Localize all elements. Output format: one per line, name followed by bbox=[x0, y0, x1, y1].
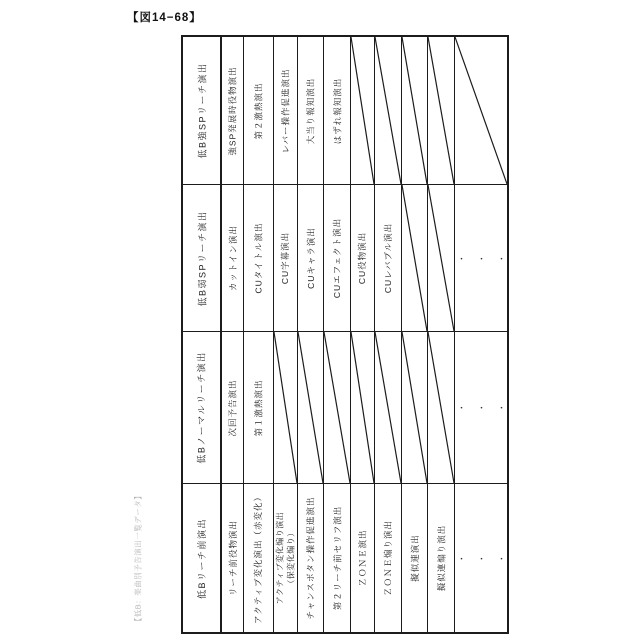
empty-diagonal-cell bbox=[428, 185, 455, 332]
diagonal-line bbox=[375, 37, 401, 184]
row-header-low-b-pre-reach bbox=[183, 484, 222, 632]
cell-label: 低Bノーマルリーチ演出 bbox=[197, 351, 208, 464]
cell-label: レバー操作促進演出 bbox=[280, 68, 291, 153]
item-cell bbox=[274, 185, 298, 332]
item-cell bbox=[222, 185, 244, 332]
figure-table bbox=[181, 35, 518, 634]
empty-diagonal-cell bbox=[298, 332, 324, 484]
cell-label: 第２リーチ前セリフ演出 bbox=[332, 505, 343, 611]
side-caption-wrap bbox=[128, 484, 148, 632]
diagonal-line bbox=[428, 332, 454, 483]
cell-label: 低B強SPリーチ演出 bbox=[197, 62, 208, 159]
item-cell bbox=[324, 185, 351, 332]
continuation-dots-cell bbox=[455, 332, 518, 484]
row-header-low-b-normal-reach bbox=[183, 332, 222, 484]
item-cell bbox=[298, 484, 324, 632]
empty-diagonal-cell bbox=[402, 332, 428, 484]
empty-diagonal-cell bbox=[351, 332, 375, 484]
cell-label: CU字幕演出 bbox=[280, 231, 291, 285]
empty-diagonal-cell bbox=[274, 332, 298, 484]
row-header-low-b-weak-sp-reach bbox=[183, 185, 222, 332]
cell-label: 強SP発展時役物演出 bbox=[227, 65, 238, 156]
cell-label: カットイン演出 bbox=[227, 225, 238, 291]
diagonal-line bbox=[351, 37, 374, 184]
empty-diagonal-cell bbox=[428, 332, 455, 484]
diagonal-line bbox=[402, 37, 427, 184]
item-cell bbox=[244, 332, 274, 484]
empty-diagonal-cell bbox=[455, 37, 507, 185]
item-cell-two-line bbox=[274, 484, 298, 632]
item-cell bbox=[244, 37, 274, 185]
item-cell bbox=[222, 484, 244, 632]
cell-label: 第１激熱演出 bbox=[253, 378, 264, 437]
empty-diagonal-cell bbox=[375, 37, 402, 185]
diagonal-line bbox=[351, 332, 374, 483]
cell-label: はずれ報知演出 bbox=[332, 77, 343, 144]
item-cell bbox=[298, 37, 324, 185]
diagonal-line bbox=[428, 37, 454, 184]
cell-label: CUエフェクト演出 bbox=[332, 217, 343, 299]
diagonal-line bbox=[402, 332, 427, 483]
cell-label: 第２激熱演出 bbox=[253, 81, 264, 140]
diagonal-line bbox=[298, 332, 323, 483]
continuation-dots-cell bbox=[455, 185, 518, 332]
figure-number-title: 【図14−68】 bbox=[127, 12, 202, 24]
cell-label: ＺＯＮＥ演出 bbox=[357, 529, 368, 587]
diagonal-line bbox=[428, 185, 454, 331]
item-cell bbox=[402, 484, 428, 632]
item-cell bbox=[274, 37, 298, 185]
cell-label: 低Bリーチ前演出 bbox=[197, 517, 208, 599]
item-cell bbox=[324, 484, 351, 632]
cell-label: 次回予告演出 bbox=[227, 378, 238, 437]
item-cell bbox=[222, 332, 244, 484]
diagonal-line bbox=[324, 332, 350, 483]
item-cell bbox=[375, 484, 402, 632]
cell-label: 低B弱SPリーチ演出 bbox=[197, 209, 208, 307]
continuation-dots-cell bbox=[455, 484, 518, 632]
cell-label: 大当り報知演出 bbox=[305, 77, 316, 144]
diagonal-line bbox=[375, 332, 401, 483]
cell-label: 擬似連煽り演出 bbox=[436, 524, 447, 592]
side-caption: 【低B：楽曲別予告演出一覧データ】 bbox=[133, 491, 143, 625]
cell-label-line: アクティブ変化煽り演出 bbox=[275, 511, 285, 605]
cell-label: 擬似連演出 bbox=[409, 534, 420, 582]
diagonal-line bbox=[455, 37, 507, 184]
item-cell bbox=[244, 185, 274, 332]
empty-diagonal-cell bbox=[428, 37, 455, 185]
continuation-dots: ・・・ bbox=[457, 403, 518, 413]
item-cell bbox=[375, 185, 402, 332]
empty-diagonal-cell bbox=[375, 332, 402, 484]
diagonal-line bbox=[402, 185, 427, 331]
cell-label bbox=[275, 512, 297, 605]
item-cell bbox=[324, 37, 351, 185]
cell-label: チャンスボタン操作促進演出 bbox=[305, 496, 316, 620]
item-cell bbox=[351, 484, 375, 632]
cell-label: CUキャラ演出 bbox=[305, 227, 316, 289]
cell-label: CUタイトル演出 bbox=[253, 222, 264, 294]
item-cell bbox=[244, 484, 274, 632]
empty-diagonal-cell bbox=[402, 185, 428, 332]
cell-label: リーチ前役物演出 bbox=[227, 519, 238, 597]
row-header-low-b-strong-sp-reach bbox=[183, 37, 222, 185]
cell-label: アクティブ変化演出（赤変化） bbox=[253, 491, 264, 625]
cell-label: CU役物演出 bbox=[357, 231, 368, 285]
cell-label-line: （保変化煽り） bbox=[286, 528, 296, 588]
empty-diagonal-cell bbox=[402, 37, 428, 185]
item-cell bbox=[428, 484, 455, 632]
item-cell bbox=[351, 185, 375, 332]
item-cell bbox=[222, 37, 244, 185]
item-cell bbox=[298, 185, 324, 332]
continuation-dots: ・・・ bbox=[457, 553, 518, 564]
cell-label: CUレバブル演出 bbox=[383, 222, 393, 294]
continuation-dots: ・・・ bbox=[457, 253, 518, 264]
cell-label: ＺＯＮＥ煽り演出 bbox=[383, 519, 394, 597]
empty-diagonal-cell bbox=[324, 332, 351, 484]
diagonal-line bbox=[274, 332, 297, 483]
empty-diagonal-cell bbox=[351, 37, 375, 185]
